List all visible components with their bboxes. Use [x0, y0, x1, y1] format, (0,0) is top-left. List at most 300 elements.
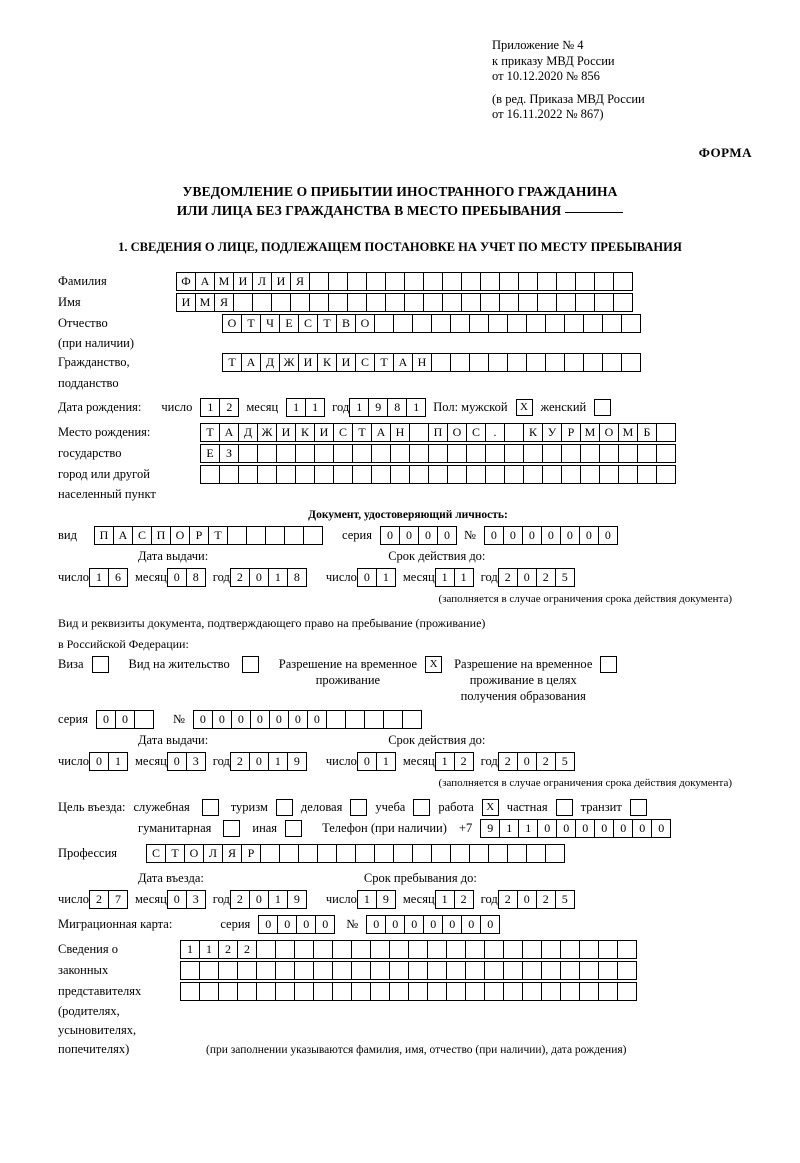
form-cell[interactable] — [446, 940, 466, 959]
form-cell[interactable]: 0 — [288, 710, 308, 729]
form-cell[interactable] — [257, 444, 277, 463]
form-cell[interactable]: 0 — [418, 526, 438, 545]
form-cell[interactable] — [526, 314, 546, 333]
form-cell[interactable] — [618, 465, 638, 484]
form-cell[interactable]: Т — [165, 844, 185, 863]
form-cell[interactable]: 2 — [454, 890, 474, 909]
form-cell[interactable] — [227, 526, 247, 545]
form-cell[interactable]: 0 — [258, 915, 278, 934]
form-cell[interactable]: Т — [352, 423, 372, 442]
form-cell[interactable]: 2 — [237, 940, 257, 959]
form-cell[interactable]: 0 — [579, 526, 599, 545]
form-cell[interactable] — [333, 444, 353, 463]
form-cell[interactable] — [314, 465, 334, 484]
entry-year-cells[interactable] — [230, 890, 306, 909]
entry-day-cells[interactable] — [89, 890, 127, 909]
form-cell[interactable] — [580, 444, 600, 463]
form-cell[interactable] — [522, 982, 542, 1001]
form-cell[interactable] — [351, 940, 371, 959]
form-cell[interactable]: Л — [203, 844, 223, 863]
form-cell[interactable]: К — [295, 423, 315, 442]
form-cell[interactable]: С — [298, 314, 318, 333]
stay-issue-year-cells[interactable] — [230, 752, 306, 771]
form-cell[interactable]: 1 — [357, 890, 377, 909]
form-cell[interactable] — [575, 293, 595, 312]
form-cell[interactable] — [461, 272, 481, 291]
form-cell[interactable]: 3 — [186, 752, 206, 771]
form-cell[interactable] — [275, 940, 295, 959]
form-cell[interactable] — [427, 982, 447, 1001]
migration-card-series-cells[interactable] — [258, 915, 334, 934]
entry-month-cells[interactable] — [167, 890, 205, 909]
form-cell[interactable] — [499, 293, 519, 312]
form-cell[interactable]: 0 — [423, 915, 443, 934]
form-cell[interactable] — [447, 465, 467, 484]
form-cell[interactable] — [461, 293, 481, 312]
form-cell[interactable]: И — [276, 423, 296, 442]
form-cell[interactable] — [313, 940, 333, 959]
form-cell[interactable]: И — [336, 353, 356, 372]
form-cell[interactable] — [598, 961, 618, 980]
identity-valid-year-cells[interactable] — [498, 568, 574, 587]
form-cell[interactable]: 1 — [268, 752, 288, 771]
form-cell[interactable] — [484, 982, 504, 1001]
form-cell[interactable]: 2 — [219, 398, 239, 417]
form-cell[interactable] — [333, 465, 353, 484]
birthplace-cells-line3[interactable] — [200, 465, 675, 484]
form-cell[interactable] — [352, 465, 372, 484]
form-cell[interactable] — [314, 444, 334, 463]
form-cell[interactable] — [134, 710, 154, 729]
form-cell[interactable]: 1 — [406, 398, 426, 417]
form-cell[interactable]: Ч — [260, 314, 280, 333]
form-cell[interactable]: 1 — [454, 568, 474, 587]
form-cell[interactable]: 0 — [167, 890, 187, 909]
form-cell[interactable] — [294, 961, 314, 980]
form-cell[interactable] — [556, 272, 576, 291]
form-cell[interactable]: 0 — [249, 890, 269, 909]
form-cell[interactable]: К — [523, 423, 543, 442]
stay-valid-year-cells[interactable] — [498, 752, 574, 771]
form-cell[interactable]: Т — [200, 423, 220, 442]
residence-permit-checkbox[interactable] — [242, 656, 259, 673]
form-cell[interactable]: Н — [412, 353, 432, 372]
purpose-option-3-checkbox[interactable] — [413, 799, 430, 816]
form-cell[interactable] — [545, 314, 565, 333]
purpose-option-2-checkbox[interactable] — [350, 799, 367, 816]
form-cell[interactable]: Т — [222, 353, 242, 372]
form-cell[interactable] — [199, 961, 219, 980]
form-cell[interactable]: Д — [260, 353, 280, 372]
migration-card-number-cells[interactable] — [366, 915, 499, 934]
form-cell[interactable]: 2 — [230, 568, 250, 587]
form-cell[interactable] — [442, 272, 462, 291]
identity-issue-day-cells[interactable] — [89, 568, 127, 587]
form-cell[interactable]: 0 — [537, 819, 557, 838]
form-cell[interactable]: И — [176, 293, 196, 312]
form-cell[interactable]: 8 — [287, 568, 307, 587]
form-cell[interactable] — [180, 982, 200, 1001]
form-cell[interactable]: А — [371, 423, 391, 442]
form-cell[interactable] — [499, 272, 519, 291]
form-cell[interactable]: 1 — [89, 568, 109, 587]
form-cell[interactable] — [404, 293, 424, 312]
form-cell[interactable]: 0 — [96, 710, 116, 729]
form-cell[interactable] — [428, 444, 448, 463]
form-cell[interactable] — [427, 940, 447, 959]
form-cell[interactable] — [488, 844, 508, 863]
purpose-option-4-checkbox[interactable]: X — [482, 799, 499, 816]
form-cell[interactable] — [450, 314, 470, 333]
form-cell[interactable] — [488, 314, 508, 333]
form-cell[interactable]: 0 — [357, 752, 377, 771]
form-cell[interactable] — [466, 444, 486, 463]
form-cell[interactable] — [526, 353, 546, 372]
birthplace-cells-line1[interactable] — [200, 423, 675, 442]
form-cell[interactable] — [389, 961, 409, 980]
form-cell[interactable] — [469, 844, 489, 863]
form-cell[interactable]: 1 — [499, 819, 519, 838]
form-cell[interactable]: 2 — [230, 890, 250, 909]
form-cell[interactable]: 0 — [193, 710, 213, 729]
form-cell[interactable]: 0 — [307, 710, 327, 729]
name-cells[interactable] — [176, 293, 632, 312]
form-cell[interactable]: 2 — [230, 752, 250, 771]
form-cell[interactable] — [332, 940, 352, 959]
form-cell[interactable]: 9 — [287, 890, 307, 909]
form-cell[interactable] — [542, 465, 562, 484]
form-cell[interactable]: Е — [279, 314, 299, 333]
form-cell[interactable] — [371, 465, 391, 484]
form-cell[interactable]: 0 — [541, 526, 561, 545]
birthplace-cells-line2[interactable] — [200, 444, 675, 463]
form-cell[interactable] — [332, 982, 352, 1001]
form-cell[interactable]: С — [132, 526, 152, 545]
form-cell[interactable]: 0 — [613, 819, 633, 838]
form-cell[interactable]: У — [542, 423, 562, 442]
form-cell[interactable] — [265, 526, 285, 545]
form-cell[interactable]: Р — [241, 844, 261, 863]
form-cell[interactable] — [389, 982, 409, 1001]
form-cell[interactable]: Т — [208, 526, 228, 545]
form-cell[interactable] — [200, 465, 220, 484]
citizenship-cells[interactable] — [222, 353, 640, 372]
form-cell[interactable] — [446, 982, 466, 1001]
form-cell[interactable] — [370, 940, 390, 959]
form-cell[interactable]: Ф — [176, 272, 196, 291]
identity-doc-series-cells[interactable] — [380, 526, 456, 545]
form-cell[interactable]: К — [317, 353, 337, 372]
stay-issue-day-cells[interactable] — [89, 752, 127, 771]
form-cell[interactable]: 0 — [517, 890, 537, 909]
form-cell[interactable] — [393, 314, 413, 333]
form-cell[interactable] — [238, 444, 258, 463]
form-cell[interactable] — [431, 314, 451, 333]
form-cell[interactable] — [526, 844, 546, 863]
form-cell[interactable]: И — [271, 272, 291, 291]
form-cell[interactable] — [484, 940, 504, 959]
form-cell[interactable]: 0 — [357, 568, 377, 587]
form-cell[interactable] — [199, 982, 219, 1001]
form-cell[interactable]: 0 — [249, 568, 269, 587]
form-cell[interactable] — [290, 293, 310, 312]
temp-residence-checkbox[interactable]: X — [425, 656, 442, 673]
form-cell[interactable]: 1 — [180, 940, 200, 959]
form-cell[interactable] — [393, 844, 413, 863]
form-cell[interactable] — [613, 272, 633, 291]
form-cell[interactable] — [504, 444, 524, 463]
stay-valid-day-cells[interactable] — [357, 752, 395, 771]
form-cell[interactable] — [617, 940, 637, 959]
form-cell[interactable]: 2 — [498, 568, 518, 587]
purpose-option-6-checkbox[interactable] — [630, 799, 647, 816]
form-cell[interactable]: Н — [390, 423, 410, 442]
form-cell[interactable] — [370, 961, 390, 980]
form-cell[interactable] — [621, 314, 641, 333]
form-cell[interactable] — [256, 982, 276, 1001]
form-cell[interactable]: М — [618, 423, 638, 442]
form-cell[interactable] — [637, 465, 657, 484]
sex-male-checkbox[interactable]: X — [516, 399, 533, 416]
form-cell[interactable] — [326, 710, 346, 729]
form-cell[interactable] — [542, 444, 562, 463]
form-cell[interactable]: Р — [561, 423, 581, 442]
form-cell[interactable] — [503, 961, 523, 980]
form-cell[interactable]: М — [214, 272, 234, 291]
stay-doc-number-cells[interactable] — [193, 710, 421, 729]
identity-valid-day-cells[interactable] — [357, 568, 395, 587]
form-cell[interactable] — [303, 526, 323, 545]
form-cell[interactable]: Д — [238, 423, 258, 442]
form-cell[interactable] — [408, 940, 428, 959]
form-cell[interactable]: И — [314, 423, 334, 442]
representatives-cells-line2[interactable] — [180, 961, 636, 980]
purpose-option-5-checkbox[interactable] — [556, 799, 573, 816]
form-cell[interactable]: 0 — [404, 915, 424, 934]
form-cell[interactable] — [284, 526, 304, 545]
form-cell[interactable] — [450, 353, 470, 372]
form-cell[interactable]: Т — [374, 353, 394, 372]
form-cell[interactable] — [541, 940, 561, 959]
form-cell[interactable]: 0 — [632, 819, 652, 838]
form-cell[interactable]: 0 — [522, 526, 542, 545]
form-cell[interactable] — [656, 465, 676, 484]
form-cell[interactable]: З — [219, 444, 239, 463]
purpose-option-8-checkbox[interactable] — [285, 820, 302, 837]
form-cell[interactable] — [537, 272, 557, 291]
form-cell[interactable]: 1 — [286, 398, 306, 417]
form-cell[interactable]: Ж — [279, 353, 299, 372]
form-cell[interactable] — [507, 844, 527, 863]
form-cell[interactable]: 1 — [435, 568, 455, 587]
form-cell[interactable] — [466, 465, 486, 484]
form-cell[interactable]: 3 — [186, 890, 206, 909]
form-cell[interactable] — [275, 961, 295, 980]
form-cell[interactable] — [256, 961, 276, 980]
form-cell[interactable] — [560, 982, 580, 1001]
stay-day-cells[interactable] — [357, 890, 395, 909]
form-cell[interactable] — [617, 961, 637, 980]
form-cell[interactable] — [602, 314, 622, 333]
form-cell[interactable]: С — [146, 844, 166, 863]
form-cell[interactable]: 0 — [269, 710, 289, 729]
form-cell[interactable] — [347, 293, 367, 312]
stay-doc-series-cells[interactable] — [96, 710, 153, 729]
form-cell[interactable] — [385, 293, 405, 312]
form-cell[interactable] — [246, 526, 266, 545]
stay-issue-month-cells[interactable] — [167, 752, 205, 771]
form-cell[interactable]: А — [219, 423, 239, 442]
representatives-cells-line3[interactable] — [180, 982, 636, 1001]
stay-year-cells[interactable] — [498, 890, 574, 909]
form-cell[interactable] — [366, 272, 386, 291]
form-cell[interactable] — [541, 982, 561, 1001]
form-cell[interactable] — [275, 982, 295, 1001]
form-cell[interactable] — [522, 961, 542, 980]
form-cell[interactable] — [465, 940, 485, 959]
form-cell[interactable]: С — [355, 353, 375, 372]
form-cell[interactable] — [465, 982, 485, 1001]
form-cell[interactable] — [347, 272, 367, 291]
form-cell[interactable]: 0 — [517, 752, 537, 771]
form-cell[interactable]: О — [599, 423, 619, 442]
form-cell[interactable]: 0 — [89, 752, 109, 771]
form-cell[interactable] — [409, 465, 429, 484]
form-cell[interactable] — [402, 710, 422, 729]
form-cell[interactable] — [374, 844, 394, 863]
form-cell[interactable] — [621, 353, 641, 372]
form-cell[interactable]: 0 — [575, 819, 595, 838]
form-cell[interactable] — [352, 444, 372, 463]
form-cell[interactable]: 1 — [268, 890, 288, 909]
form-cell[interactable]: 2 — [536, 890, 556, 909]
form-cell[interactable]: Ж — [257, 423, 277, 442]
form-cell[interactable]: 0 — [167, 568, 187, 587]
form-cell[interactable] — [313, 961, 333, 980]
form-cell[interactable]: С — [333, 423, 353, 442]
form-cell[interactable]: 0 — [442, 915, 462, 934]
form-cell[interactable]: 0 — [556, 819, 576, 838]
visa-checkbox[interactable] — [92, 656, 109, 673]
form-cell[interactable] — [523, 465, 543, 484]
form-cell[interactable] — [351, 982, 371, 1001]
form-cell[interactable]: С — [466, 423, 486, 442]
form-cell[interactable] — [219, 465, 239, 484]
form-cell[interactable] — [561, 465, 581, 484]
patronymic-cells[interactable] — [222, 314, 640, 333]
form-cell[interactable] — [260, 844, 280, 863]
form-cell[interactable]: 6 — [108, 568, 128, 587]
form-cell[interactable] — [294, 940, 314, 959]
form-cell[interactable] — [503, 982, 523, 1001]
form-cell[interactable]: 2 — [536, 752, 556, 771]
form-cell[interactable] — [279, 844, 299, 863]
form-cell[interactable] — [423, 272, 443, 291]
form-cell[interactable] — [602, 353, 622, 372]
form-cell[interactable]: Я — [214, 293, 234, 312]
form-cell[interactable] — [276, 465, 296, 484]
form-cell[interactable] — [522, 940, 542, 959]
form-cell[interactable] — [345, 710, 365, 729]
identity-issue-year-cells[interactable] — [230, 568, 306, 587]
form-cell[interactable]: Р — [189, 526, 209, 545]
form-cell[interactable] — [656, 444, 676, 463]
form-cell[interactable] — [599, 444, 619, 463]
form-cell[interactable] — [545, 353, 565, 372]
form-cell[interactable] — [408, 982, 428, 1001]
form-cell[interactable]: 1 — [518, 819, 538, 838]
form-cell[interactable]: 9 — [368, 398, 388, 417]
form-cell[interactable]: 1 — [435, 890, 455, 909]
identity-doc-number-cells[interactable] — [484, 526, 617, 545]
form-cell[interactable] — [237, 961, 257, 980]
form-cell[interactable] — [295, 444, 315, 463]
form-cell[interactable] — [428, 465, 448, 484]
form-cell[interactable]: 0 — [212, 710, 232, 729]
form-cell[interactable] — [537, 293, 557, 312]
form-cell[interactable]: 0 — [594, 819, 614, 838]
form-cell[interactable] — [564, 314, 584, 333]
form-cell[interactable]: Я — [290, 272, 310, 291]
form-cell[interactable]: 1 — [108, 752, 128, 771]
form-cell[interactable]: М — [580, 423, 600, 442]
form-cell[interactable]: А — [195, 272, 215, 291]
birthdate-day-cells[interactable] — [200, 398, 238, 417]
form-cell[interactable] — [276, 444, 296, 463]
form-cell[interactable] — [523, 444, 543, 463]
form-cell[interactable]: 7 — [108, 890, 128, 909]
form-cell[interactable]: Л — [252, 272, 272, 291]
form-cell[interactable] — [366, 293, 386, 312]
form-cell[interactable] — [504, 465, 524, 484]
form-cell[interactable] — [408, 961, 428, 980]
form-cell[interactable] — [412, 844, 432, 863]
form-cell[interactable] — [465, 961, 485, 980]
form-cell[interactable] — [355, 844, 375, 863]
form-cell[interactable] — [618, 444, 638, 463]
form-cell[interactable] — [409, 444, 429, 463]
form-cell[interactable]: 8 — [186, 568, 206, 587]
form-cell[interactable] — [594, 293, 614, 312]
form-cell[interactable]: П — [94, 526, 114, 545]
form-cell[interactable]: О — [355, 314, 375, 333]
form-cell[interactable] — [332, 961, 352, 980]
form-cell[interactable] — [583, 314, 603, 333]
form-cell[interactable]: 2 — [454, 752, 474, 771]
form-cell[interactable]: . — [485, 423, 505, 442]
form-cell[interactable] — [336, 844, 356, 863]
form-cell[interactable] — [233, 293, 253, 312]
phone-cells[interactable] — [480, 819, 670, 838]
form-cell[interactable]: 9 — [376, 890, 396, 909]
form-cell[interactable]: 1 — [199, 940, 219, 959]
form-cell[interactable] — [390, 465, 410, 484]
form-cell[interactable] — [488, 353, 508, 372]
purpose-option-7-checkbox[interactable] — [223, 820, 240, 837]
form-cell[interactable] — [238, 465, 258, 484]
form-cell[interactable]: 0 — [250, 710, 270, 729]
form-cell[interactable]: 0 — [366, 915, 386, 934]
form-cell[interactable] — [256, 940, 276, 959]
form-cell[interactable]: 2 — [498, 890, 518, 909]
identity-issue-month-cells[interactable] — [167, 568, 205, 587]
form-cell[interactable]: 2 — [89, 890, 109, 909]
form-cell[interactable] — [480, 293, 500, 312]
form-cell[interactable] — [370, 982, 390, 1001]
form-cell[interactable]: О — [184, 844, 204, 863]
form-cell[interactable] — [351, 961, 371, 980]
form-cell[interactable] — [180, 961, 200, 980]
